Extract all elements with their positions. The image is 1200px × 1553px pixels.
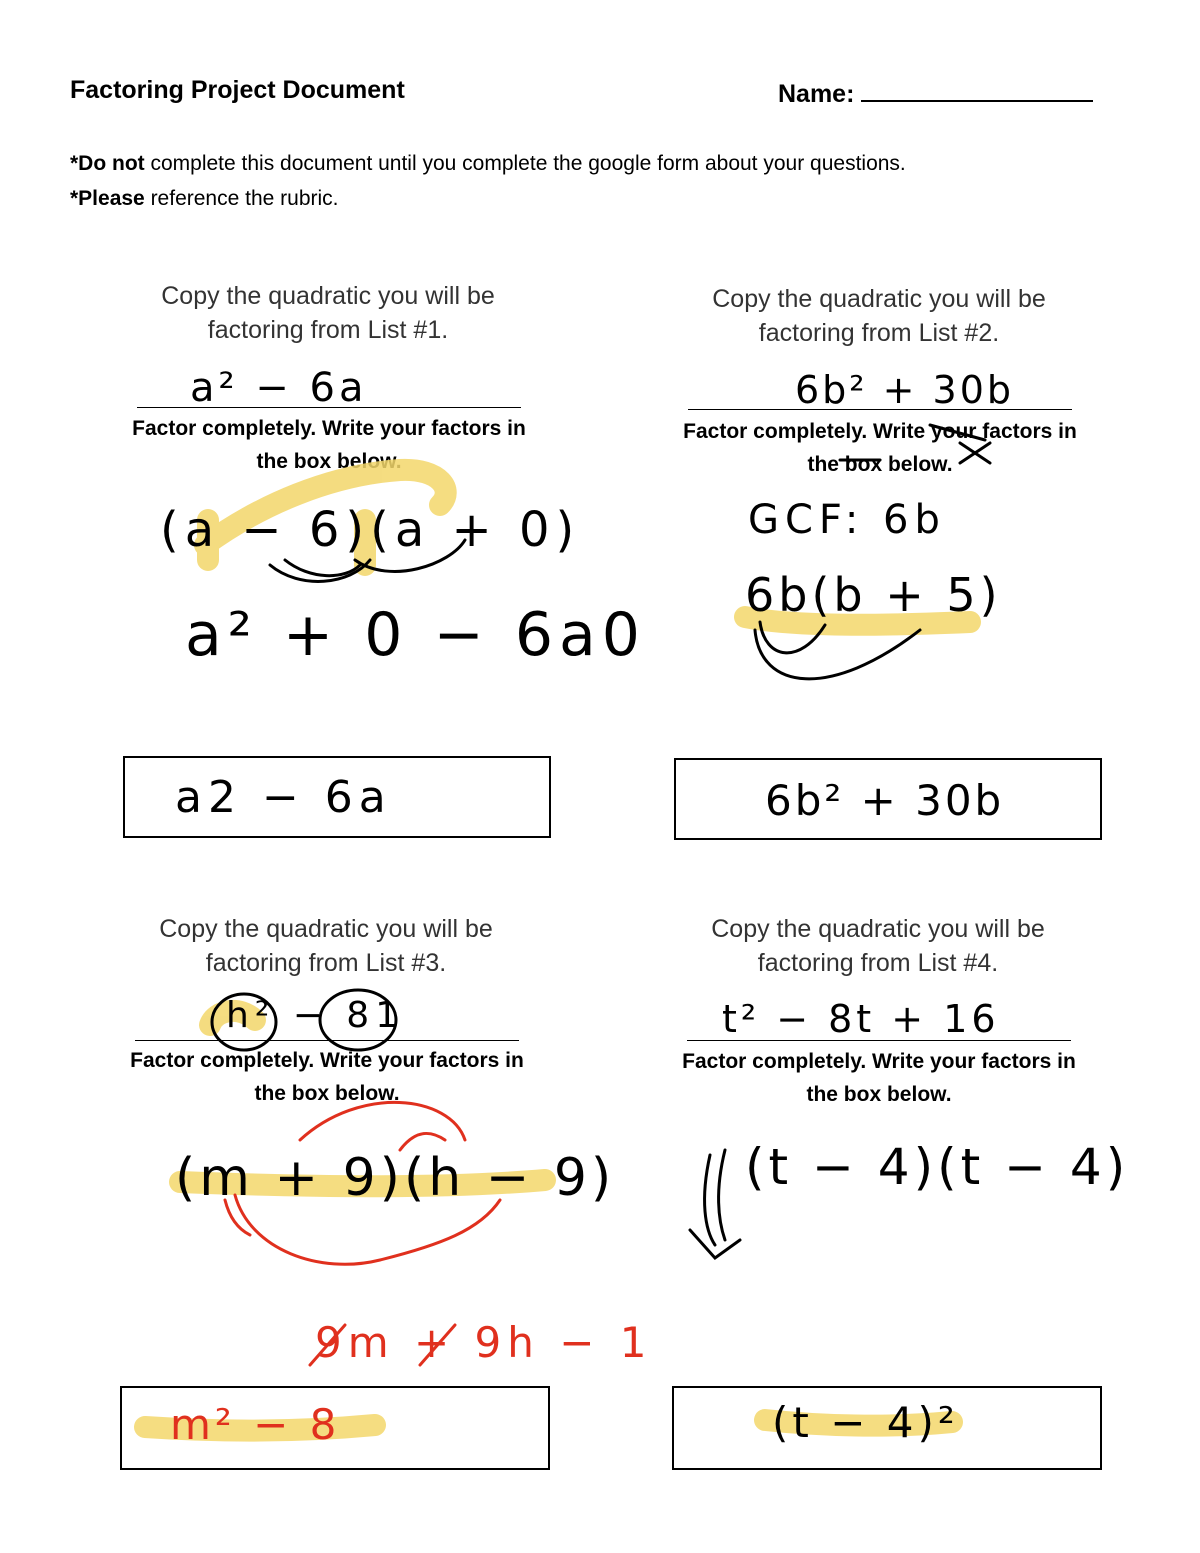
instruction-2-bold: *Please	[70, 187, 145, 210]
q4-arrow-2	[719, 1150, 725, 1240]
q1-prompt-line1: Copy the quadratic you will be	[161, 282, 495, 310]
q3-handwritten-quadratic: h² − 81	[226, 995, 405, 1036]
q1-factor-line1: Factor completely. Write your factors in	[132, 417, 526, 440]
q4-arrow	[690, 1155, 740, 1258]
q4-answer: (t − 4)²	[772, 1398, 959, 1447]
q2-strike2	[930, 425, 985, 440]
q2-factor-line1: Factor completely. Write your factors in	[683, 420, 1077, 443]
q3-factor-line2: the box below.	[254, 1082, 400, 1105]
q1-connect-arc2	[285, 560, 360, 576]
instruction-2-text: reference the rubric.	[144, 187, 339, 210]
q3-prompt-line1: Copy the quadratic you will be	[159, 915, 493, 943]
q4-factor-line1: Factor completely. Write your factors in	[682, 1050, 1076, 1073]
q4-work-line1: (t − 4)(t − 4)	[745, 1138, 1130, 1196]
q3-work-line2: 9m + 9h − 1	[315, 1318, 653, 1367]
q2-cross-mark	[960, 443, 990, 463]
name-label: Name:	[778, 80, 855, 108]
q1-work-line1: (a − 6)(a + 0)	[160, 502, 581, 558]
q2-prompt-line1: Copy the quadratic you will be	[712, 285, 1046, 313]
q3-answer: m² − 8	[170, 1400, 341, 1449]
q2-prompt-line2: factoring from List #2.	[758, 319, 1000, 347]
instruction-1-bold: *Do not	[70, 152, 145, 175]
instruction-1-text: complete this document until you complete the google form about your questions.	[144, 152, 906, 175]
q1-factor-line2: the box below.	[256, 450, 402, 473]
q4-handwritten-quadratic: t² − 8t + 16	[722, 997, 1000, 1041]
q1-handwritten-quadratic: a² − 6a	[190, 365, 368, 411]
q3-red-arc-top	[300, 1102, 465, 1140]
q3-work-line1: (m + 9)(h − 9)	[175, 1148, 616, 1208]
q2-answer: 6b² + 30b	[765, 776, 1005, 825]
q2-work-line1: GCF: 6b	[748, 497, 946, 543]
q3-factor-line1: Factor completely. Write your factors in	[130, 1049, 524, 1072]
q1-prompt-line2: factoring from List #1.	[207, 316, 449, 344]
q2-work-line2: 6b(b + 5)	[745, 568, 1002, 622]
q1-work-line2: a² + 0 − 6a0	[185, 600, 646, 670]
document-title: Factoring Project Document	[70, 76, 405, 104]
q2-factor-line2: the box below.	[807, 453, 953, 476]
q4-factor-line2: the box below.	[806, 1083, 952, 1106]
q4-prompt-line1: Copy the quadratic you will be	[711, 915, 1045, 943]
q3-prompt-line2: factoring from List #3.	[205, 949, 447, 977]
q4-prompt-line2: factoring from List #4.	[757, 949, 999, 977]
q1-answer: a2 − 6a	[175, 772, 392, 823]
q2-handwritten-quadratic: 6b² + 30b	[795, 368, 1015, 412]
q2-arc-large	[755, 630, 920, 679]
